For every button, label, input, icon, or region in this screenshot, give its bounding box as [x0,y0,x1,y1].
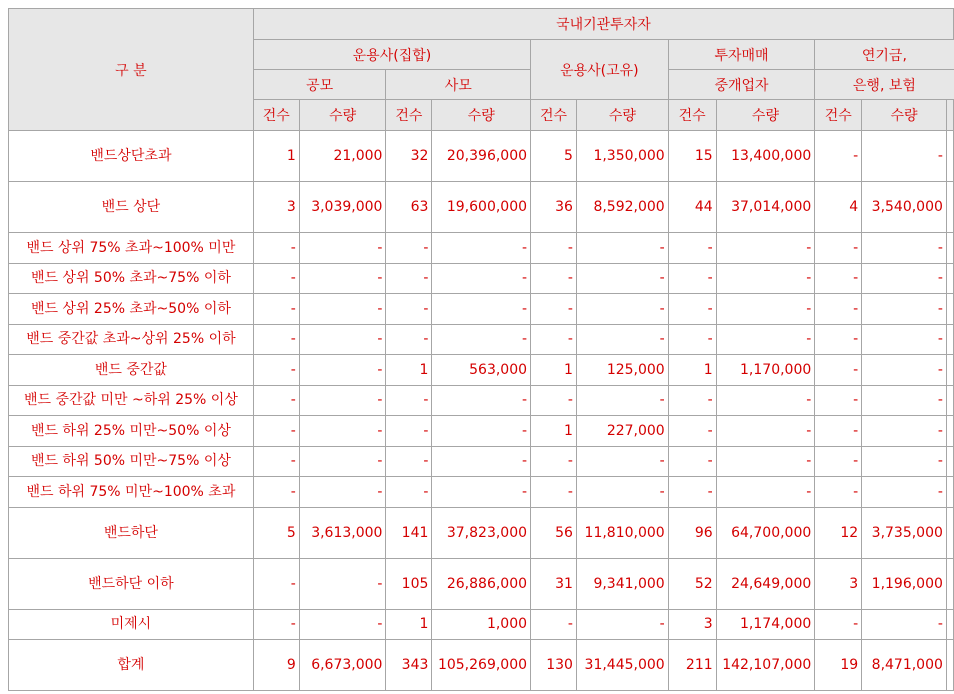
count-header: 건수 [253,100,299,131]
count-cell: - [815,447,862,477]
quantity-cell: - [862,416,947,447]
row-spacer [946,325,953,355]
count-cell: 3 [815,559,862,610]
quantity-cell: - [862,264,947,294]
row-spacer [946,182,953,233]
count-cell: - [815,610,862,640]
table-row [9,264,954,294]
quantity-cell: - [862,477,947,508]
quantity-header: 수량 [862,100,947,131]
count-cell: 15 [668,131,716,182]
quantity-cell: - [299,610,386,640]
row-spacer [946,559,953,610]
count-header: 건수 [668,100,716,131]
quantity-cell: - [299,355,386,386]
count-cell: - [386,264,432,294]
quantity-cell: - [576,325,668,355]
row-label: 밴드 상위 50% 초과~75% 이하 [9,264,254,294]
table-row [9,294,954,325]
am-collective-header: 운용사(집합) [253,40,530,70]
quantity-header: 수량 [299,100,386,131]
quantity-cell: - [299,559,386,610]
pension-header-line1: 연기금, [815,40,954,70]
table-row [9,610,954,640]
quantity-cell: 142,107,000 [716,640,815,691]
count-cell: 12 [815,508,862,559]
quantity-cell: - [576,294,668,325]
count-cell: - [253,386,299,416]
quantity-cell: - [862,386,947,416]
count-cell: - [253,447,299,477]
quantity-cell: - [299,477,386,508]
am-proprietary-header: 운용사(고유) [531,40,669,100]
count-cell: - [668,264,716,294]
header-spacer [946,100,953,131]
quantity-cell: - [299,386,386,416]
count-cell: 52 [668,559,716,610]
count-cell: 211 [668,640,716,691]
row-label: 합계 [9,640,254,691]
quantity-cell: - [862,355,947,386]
count-cell: - [253,233,299,264]
row-label: 밴드 하위 25% 미만~50% 이상 [9,416,254,447]
table-row [9,386,954,416]
quantity-cell: - [716,264,815,294]
count-cell: - [815,294,862,325]
quantity-header: 수량 [576,100,668,131]
quantity-cell: - [862,447,947,477]
quantity-cell: - [862,131,947,182]
quantity-cell: 31,445,000 [576,640,668,691]
quantity-header: 수량 [432,100,531,131]
pension-header-line2: 은행, 보험 [815,70,954,100]
quantity-cell: - [299,233,386,264]
domestic-investor-header: 국내기관투자자 [253,9,953,40]
quantity-cell: - [716,233,815,264]
count-cell: 19 [815,640,862,691]
private-offering-header: 사모 [386,70,531,100]
table-row [9,559,954,610]
quantity-cell: 1,350,000 [576,131,668,182]
count-cell: 105 [386,559,432,610]
count-cell: - [531,447,577,477]
quantity-cell: - [716,294,815,325]
count-cell: - [253,559,299,610]
quantity-cell: 3,613,000 [299,508,386,559]
quantity-cell: 13,400,000 [716,131,815,182]
row-label: 밴드 상위 75% 초과~100% 미만 [9,233,254,264]
quantity-cell: 20,396,000 [432,131,531,182]
quantity-header: 수량 [716,100,815,131]
count-cell: 63 [386,182,432,233]
quantity-cell: - [576,264,668,294]
count-cell: - [668,294,716,325]
count-cell: - [253,477,299,508]
table-row [9,131,954,182]
quantity-cell: 11,810,000 [576,508,668,559]
row-label: 밴드 중간값 미만 ~하위 25% 이상 [9,386,254,416]
quantity-cell: 105,269,000 [432,640,531,691]
table-row [9,416,954,447]
count-cell: - [668,233,716,264]
count-cell: 44 [668,182,716,233]
row-label: 밴드하단 [9,508,254,559]
count-header: 건수 [531,100,577,131]
count-cell: - [815,131,862,182]
category-header: 구 분 [9,9,254,131]
count-cell: 9 [253,640,299,691]
table-row [9,447,954,477]
row-spacer [946,264,953,294]
count-cell: 1 [668,355,716,386]
row-label: 밴드하단 이하 [9,559,254,610]
count-cell: - [386,416,432,447]
row-label: 밴드 중간값 초과~상위 25% 이하 [9,325,254,355]
quantity-cell: - [862,610,947,640]
quantity-cell: 563,000 [432,355,531,386]
quantity-cell: - [432,447,531,477]
count-cell: 130 [531,640,577,691]
count-cell: - [815,264,862,294]
count-cell: - [668,447,716,477]
count-cell: - [253,355,299,386]
count-cell: 3 [253,182,299,233]
quantity-cell: - [432,416,531,447]
row-label: 밴드 상단 [9,182,254,233]
quantity-cell: - [432,233,531,264]
count-cell: - [668,477,716,508]
count-cell: - [386,447,432,477]
quantity-cell: - [716,325,815,355]
quantity-cell: 1,170,000 [716,355,815,386]
count-cell: 36 [531,182,577,233]
quantity-cell: - [299,294,386,325]
quantity-cell: 64,700,000 [716,508,815,559]
quantity-cell: - [716,477,815,508]
count-cell: 1 [386,610,432,640]
quantity-cell: - [432,477,531,508]
row-spacer [946,416,953,447]
count-header: 건수 [386,100,432,131]
row-spacer [946,477,953,508]
count-cell: 96 [668,508,716,559]
quantity-cell: - [299,325,386,355]
row-spacer [946,640,953,691]
quantity-cell: - [432,264,531,294]
quantity-cell: 125,000 [576,355,668,386]
quantity-cell: - [716,416,815,447]
quantity-cell: 19,600,000 [432,182,531,233]
count-cell: - [386,325,432,355]
count-cell: - [531,610,577,640]
quantity-cell: - [576,447,668,477]
quantity-cell: - [432,294,531,325]
quantity-cell: 9,341,000 [576,559,668,610]
count-cell: - [815,477,862,508]
count-cell: - [253,264,299,294]
quantity-cell: 3,540,000 [862,182,947,233]
quantity-cell: 8,471,000 [862,640,947,691]
quantity-cell: 6,673,000 [299,640,386,691]
row-label: 밴드 하위 50% 미만~75% 이상 [9,447,254,477]
quantity-cell: 227,000 [576,416,668,447]
quantity-cell: 37,014,000 [716,182,815,233]
row-spacer [946,508,953,559]
count-cell: 4 [815,182,862,233]
count-cell: 1 [386,355,432,386]
table-row [9,355,954,386]
count-cell: - [531,477,577,508]
row-spacer [946,610,953,640]
count-cell: - [531,325,577,355]
count-cell: - [253,416,299,447]
count-cell: 32 [386,131,432,182]
quantity-cell: 1,000 [432,610,531,640]
quantity-cell: 24,649,000 [716,559,815,610]
quantity-cell: - [716,447,815,477]
count-cell: - [531,264,577,294]
count-header: 건수 [815,100,862,131]
count-cell: - [386,233,432,264]
count-cell: 3 [668,610,716,640]
quantity-cell: - [576,233,668,264]
quantity-cell: - [576,477,668,508]
count-cell: - [253,610,299,640]
row-label: 밴드 상위 25% 초과~50% 이하 [9,294,254,325]
count-cell: - [815,386,862,416]
quantity-cell: 1,174,000 [716,610,815,640]
quantity-cell: - [862,294,947,325]
row-spacer [946,131,953,182]
count-cell: 141 [386,508,432,559]
quantity-cell: 3,735,000 [862,508,947,559]
public-offering-header: 공모 [253,70,386,100]
quantity-cell: 1,196,000 [862,559,947,610]
count-cell: 5 [531,131,577,182]
table-row [9,640,954,691]
quantity-cell: 21,000 [299,131,386,182]
quantity-cell: - [299,447,386,477]
quantity-cell: - [862,233,947,264]
row-label: 미제시 [9,610,254,640]
quantity-cell: 8,592,000 [576,182,668,233]
count-cell: - [668,416,716,447]
count-cell: 5 [253,508,299,559]
quantity-cell: - [576,386,668,416]
count-cell: - [253,325,299,355]
quantity-cell: 3,039,000 [299,182,386,233]
quantity-cell: 26,886,000 [432,559,531,610]
count-cell: - [815,325,862,355]
count-cell: - [253,294,299,325]
quantity-cell: - [862,325,947,355]
brokerage-header-line1: 투자매매 [668,40,815,70]
quantity-cell: - [432,325,531,355]
quantity-cell: - [432,386,531,416]
row-spacer [946,447,953,477]
row-label: 밴드 하위 75% 미만~100% 초과 [9,477,254,508]
count-cell: - [386,294,432,325]
brokerage-header-line2: 중개업자 [668,70,815,100]
row-label: 밴드상단초과 [9,131,254,182]
count-cell: - [531,386,577,416]
table-row [9,233,954,264]
row-spacer [946,233,953,264]
count-cell: - [386,386,432,416]
row-label: 밴드 중간값 [9,355,254,386]
row-spacer [946,355,953,386]
table-row [9,477,954,508]
count-cell: - [815,416,862,447]
count-cell: - [668,386,716,416]
quantity-cell: - [716,386,815,416]
count-cell: - [815,355,862,386]
count-cell: - [386,477,432,508]
table-row [9,325,954,355]
table-row [9,508,954,559]
count-cell: - [668,325,716,355]
row-spacer [946,386,953,416]
quantity-cell: - [299,416,386,447]
quantity-cell: - [299,264,386,294]
table-row [9,182,954,233]
quantity-cell: - [576,610,668,640]
count-cell: 343 [386,640,432,691]
count-cell: - [531,233,577,264]
count-cell: - [815,233,862,264]
count-cell: 31 [531,559,577,610]
row-spacer [946,294,953,325]
count-cell: - [531,294,577,325]
allocation-table [8,8,954,691]
count-cell: 56 [531,508,577,559]
quantity-cell: 37,823,000 [432,508,531,559]
count-cell: 1 [531,355,577,386]
count-cell: 1 [531,416,577,447]
count-cell: 1 [253,131,299,182]
